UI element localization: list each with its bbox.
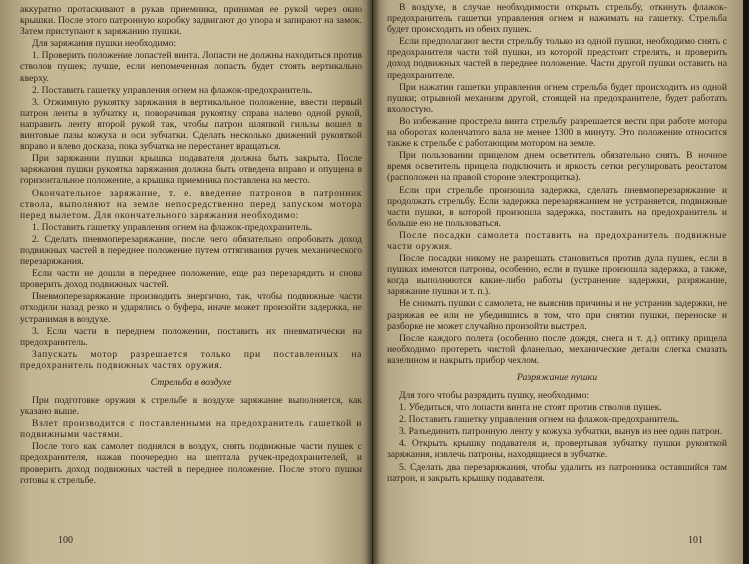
left-paragraph: 2. Поставить гашетку управления огнем на флажок-предохранитель. <box>32 84 313 96</box>
right-paragraph: 3. Разъединить патронную ленту у кожуха зубчатки, вынув из нее один патрон. <box>399 426 723 438</box>
left-paragraph: 3. Если части в переднем положении, поставить их пневматически на предохранитель. <box>20 325 362 348</box>
right-paragraph: 2. Поставить гашетку управления огнем на флажок-предохранитель. <box>399 414 680 426</box>
left-paragraph: Окончательное заряжание, т. е. введение патронов в патронник ствола, выполняют на земле непосредственно перед запуском мотора перед вылетом. Для окончательного заряжания необходимо: <box>20 187 362 221</box>
right-paragraph: Для того чтобы разрядить пушку, необходимо: <box>399 390 590 401</box>
right-paragraph: 5. Сделать два перезаряжания, чтобы удалить из патронника оставшийся там патрон, и закрыть крышку подавателя. <box>387 461 727 484</box>
page-edge <box>743 0 749 564</box>
left-paragraph: Если части не дошли в переднее положение, еще раз перезарядить и снова проверить доход подвижных частей. <box>20 268 362 291</box>
left-paragraph: Запускать мотор разрешается только при поставленных на предохранитель подвижных частях оружия. <box>20 348 362 371</box>
right-paragraph: 1. Убедиться, что лопасти винта не стоят против стволов пушек. <box>399 402 662 414</box>
left-paragraph: После того как самолет поднялся в воздух, снять подвижные части пушек с предохранителя, нажав поочередно на шептала ручек-предохранителей, и проверить доход подвижных частей в переднее положение. После этого пушки готовы к стрельбе. <box>20 441 362 486</box>
right-paragraph: Не снимать пушки с самолета, не выяснив причины и не устранив задержки, не разряжая ее или не убедившись в том, что при снятии пушки, переноске и разборке не может случайно произойти выстрел. <box>387 298 727 332</box>
page-number: 101 <box>688 535 703 546</box>
right-paragraph: После посадки никому не разрешать становиться против дула пушек, если в пушках имеются патроны, особенно, если в пушке произошла задержка, а также, когда выполняются какие-либо работы (устранение задержки, разряжание, заряжание пушки и т. п.). <box>387 253 727 298</box>
left-paragraph: 3. Отжимную рукоятку заряжания в вертикальное положение, ввести первый патрон ленты в зубчатку и, поворачивая рукоятку справа налево одной рукой, направить ленту второй рукой так, чтобы патрон шляпкой гильзы вошел в винтовые пазы кожуха и оси зубчатки. Сделать несколько движений рукояткой вправо и влево досказа, пока зубчатка не перестанет вращаться. <box>20 96 362 153</box>
right-page <box>373 0 743 564</box>
left-paragraph: 1. Проверить положение лопастей винта. Лопасти не должны находиться против стволов пушек; лучше, если непомеченная лопасть будет стоять вертикально кверху. <box>20 50 362 84</box>
right-paragraph: При нажатии гашетки управления огнем стрельба будет происходить из одной пушки; отрывной механизм другой, стоящей на предохранителе, будет работать вхолостую. <box>387 81 727 115</box>
left-paragraph: 2. Сделать пневмоперезаряжание, после чего обязательно опробовать доход подвижных частей в переднее положение путем оттягивания ручек механического перезаряжания. <box>20 233 362 268</box>
left-paragraph: аккуратно протаскивают в рукав приемника, принимая ее рукой через окно крышки. После этого патронную коробку задвигают до упора и запирают на замок. Затем приступают к заряжанию пушки. <box>20 4 362 38</box>
right-paragraph: Если предполагают вести стрельбу только из одной пушки, необходимо снять с предохранителя части той пушки, из которой предстоит стрелять, и проверить доход подвижных частей в переднее положение. Части другой пушки оставить на предохранителе. <box>387 36 727 81</box>
left-paragraph: Пневмоперезаряжание производить энергично, так, чтобы подвижные части отходили назад резко и ударялись о буфера, иначе может произойти задержка, не устранимая в воздухе. <box>20 291 362 325</box>
right-paragraph: При пользовании прицелом днем осветитель обязательно снять. В ночное время осветитель прицела подключить и яркость сетки регулировать реостатом (расположен на правой стороне электрощитка). <box>387 150 727 184</box>
book-gutter <box>366 0 380 564</box>
left-page <box>0 0 372 564</box>
right-paragraph: После посадки самолета поставить на предохранитель подвижные части оружия. <box>387 229 727 252</box>
right-paragraph: Во избежание прострела винта стрельбу разрешается вести при работе мотора на оборотах коленчатого вала не менее 1300 в минуту. Это положение относится также к стрельбе с работающим мотором на земле. <box>387 115 727 150</box>
right-paragraph: 4. Открыть крышку подавателя и, провертывая зубчатку пушки рукояткой заряжания, извлечь патроны, находящиеся в зубчатке. <box>387 438 727 461</box>
section-heading: Стрельба в воздухе <box>150 377 232 388</box>
left-paragraph: Для заряжания пушки необходимо: <box>32 38 177 50</box>
right-paragraph: После каждого полета (особенно после дождя, снега и т. д.) оптику прицела необходимо протереть чистой фланелью, механические детали слегка смазать вазелином и накрыть прибор чехлом. <box>387 332 727 366</box>
page-number: 100 <box>58 535 73 546</box>
right-paragraph: Если при стрельбе произошла задержка, сделать пневмоперезаряжание и продолжать стрельбу. Если задержка перезаряжанием не устраняется, подвижные части пушки, в которой произошла задержка, поставить на предохранитель и больше ею не пользоваться. <box>387 184 727 229</box>
left-paragraph: При заряжании пушки крышка подавателя должна быть закрыта. После заряжания пушки рукоятка заряжания должна быть отведена вправо и опущена в горизонтальное положение, а крышка приемника поставлена на место. <box>20 153 362 187</box>
section-heading: Разряжание пушки <box>516 372 598 383</box>
left-paragraph: При подготовке оружия к стрельбе в воздухе заряжание выполняется, как указано выше. <box>20 395 362 418</box>
left-paragraph: Взлет производится с поставленными на предохранитель гашеткой и подвижными частями. <box>20 418 362 441</box>
right-paragraph: В воздухе, в случае необходимости открыть стрельбу, откинуть флажок-предохранитель гашетки управления огнем и нажимать на гашетку. Стрельба будет происходить из обеих пушек. <box>387 2 727 36</box>
left-paragraph: 1. Поставить гашетку управления огнем на флажок-предохранитель. <box>32 221 313 233</box>
